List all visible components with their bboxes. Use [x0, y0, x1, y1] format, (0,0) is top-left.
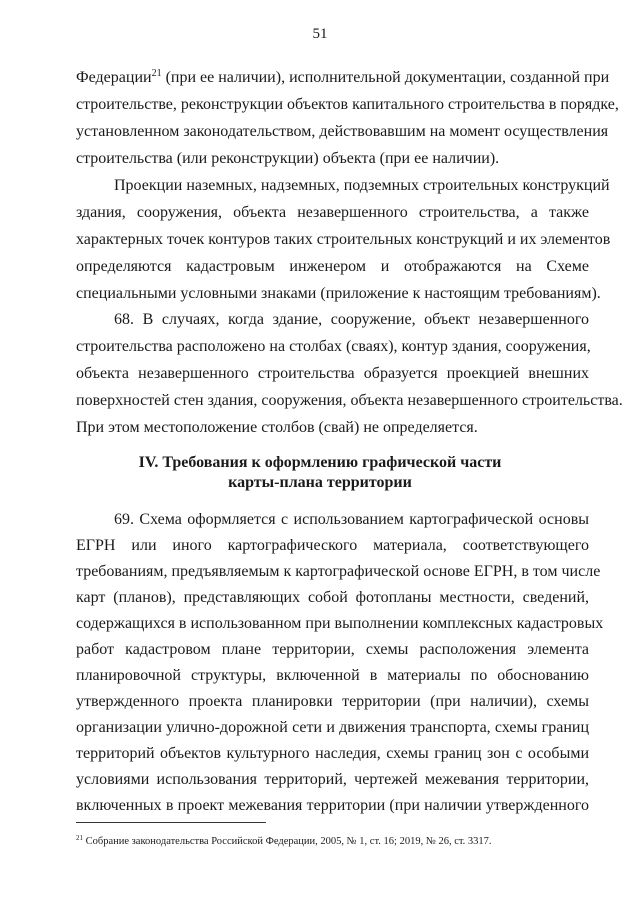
paragraph-2-line-3: характерных точек контуров таких строительных конструкций и их элементов — [76, 231, 611, 248]
paragraph-69-line-9: организации улично-дорожной сети и движения транспорта, схемы границ — [76, 719, 589, 736]
footnote-text: Собрание законодательства Российской Федерации, 2005, № 1, ст. 16; 2019, № 26, ст. 3317. — [83, 836, 492, 847]
paragraph-1-line-4: строительства (или реконструкции) объекта (при ее наличии). — [76, 150, 500, 167]
paragraph-68-line-2: строительства расположено на столбах (сваях), контур здания, сооружения, — [76, 338, 591, 355]
paragraph-69-line-3: требованиям, предъявляемым к картографической основе ЕГРН, в том числе — [76, 563, 601, 580]
footnote-divider — [76, 822, 266, 823]
paragraph-69-line-10: территорий объектов культурного наследия, схемы границ зон с особыми — [76, 745, 589, 762]
section-heading-line-2: карты-плана территории — [228, 474, 412, 491]
paragraph-2-line-2: здания, сооружения, объекта незавершенного строительства, а также — [76, 204, 589, 221]
footnote — [76, 836, 492, 847]
section-heading-line-1: IV. Требования к оформлению графической части — [138, 454, 502, 471]
paragraph-2-line-5: специальными условными знаками (приложение к настоящим требованиям). — [76, 285, 601, 302]
paragraph-2-line-4: определяются кадастровым инженером и отображаются на Схеме — [76, 258, 589, 275]
paragraph-69-line-1: 69. Схема оформляется с использованием картографической основы — [114, 511, 589, 528]
paragraph-68-line-5: При этом местоположение столбов (свай) не определяется. — [76, 419, 478, 436]
paragraph-69-line-11: условиями использования территорий, чертежей межевания территории, — [76, 771, 589, 788]
paragraph-68-line-4: поверхностей стен здания, сооружения, объекта незавершенного строительства. — [76, 392, 623, 409]
paragraph-69-line-7: планировочной структуры, включенной в материалы по обоснованию — [76, 667, 589, 684]
paragraph-69-line-8: утвержденного проекта планировки территории (при наличии), схемы — [76, 693, 589, 710]
page-number: 51 — [312, 26, 328, 42]
paragraph-69-line-5: содержащихся в использованном при выполнении комплексных кадастровых — [76, 615, 604, 632]
paragraph-68-line-1: 68. В случаях, когда здание, сооружение, объект незавершенного — [114, 311, 589, 328]
paragraph-69-line-4: карт (планов), представляющих собой фотопланы местности, сведений, — [76, 589, 589, 606]
footnote-reference[interactable]: 21 — [151, 68, 162, 79]
paragraph-69-line-6: работ кадастровом плане территории, схемы расположения элемента — [76, 641, 589, 658]
paragraph-2-line-1: Проекции наземных, надземных, подземных строительных конструкций — [114, 177, 610, 194]
paragraph-1-line-1: Федерации$^{21}$ (при ее наличии), исполнительной документации, созданной при — [76, 68, 610, 86]
paragraph-1-line-3: установленном законодательством, действовавшим на момент осуществления — [76, 123, 609, 140]
paragraph-1-line-2: строительстве, реконструкции объектов капитального строительства в порядке, — [76, 96, 619, 113]
paragraph-69-line-2: ЕГРН или иного картографического материала, соответствующего — [76, 537, 589, 554]
footnote-number: 21 — [76, 834, 83, 842]
paragraph-68-line-3: объекта незавершенного строительства образуется проекцией внешних — [76, 365, 589, 382]
paragraph-69-line-12: включенных в проект межевания территории (при наличии утвержденного — [76, 797, 589, 814]
